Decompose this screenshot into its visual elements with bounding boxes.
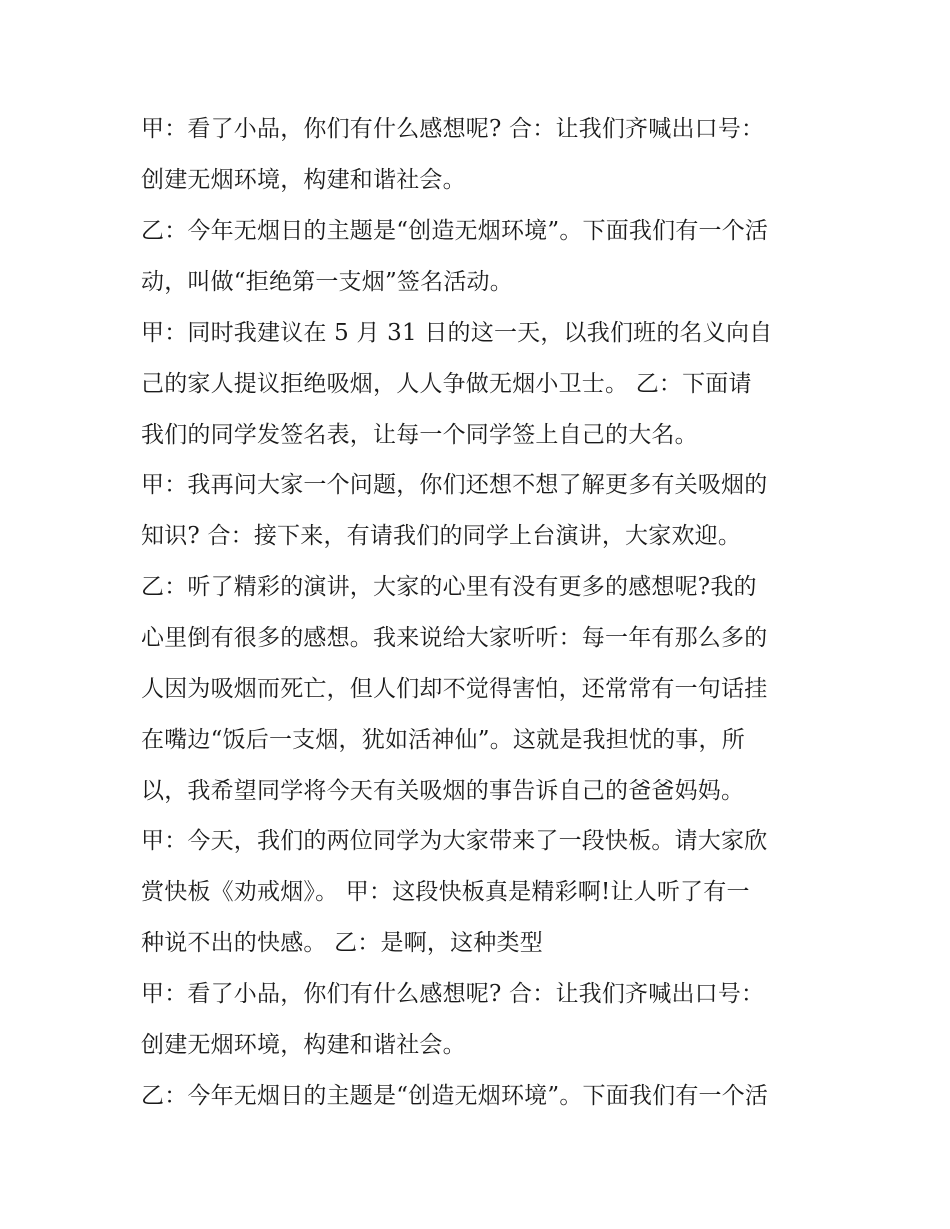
text-line: 我们的同学发签名表，让每一个同学签上自己的大名。 — [141, 422, 698, 448]
text-line: 甲：今天，我们的两位同学为大家带来了一段快板。请大家欣 — [141, 828, 768, 854]
text-line: 甲：看了小品，你们有什么感想呢? 合：让我们齐喊出口号： — [141, 116, 765, 142]
text-line: 在嘴边“饭后一支烟，犹如活神仙”。这就是我担忧的事，所 — [141, 727, 745, 753]
text-line: 创建无烟环境，构建和谐社会。 — [141, 167, 466, 193]
text-line: 种说不出的快感。 乙：是啊，这种类型 — [141, 930, 543, 956]
text-line: 甲：我再问大家一个问题，你们还想不想了解更多有关吸烟的 — [141, 472, 768, 498]
text-line: 赏快板《劝戒烟》。 甲：这段快板真是精彩啊!让人听了有一 — [141, 879, 750, 905]
text-line: 人因为吸烟而死亡，但人们却不觉得害怕，还常常有一句话挂 — [141, 676, 768, 702]
text-line: 以，我希望同学将今天有关吸烟的事告诉自己的爸爸妈妈。 — [141, 778, 745, 804]
text-line: 乙：今年无烟日的主题是“创造无烟环境”。下面我们有一个活 — [141, 1083, 769, 1109]
text-line: 动，叫做“拒绝第一支烟”签名活动。 — [141, 269, 513, 295]
text-line: 己的家人提议拒绝吸烟，人人争做无烟小卫士。 乙：下面请 — [141, 371, 752, 397]
text-line: 乙：今年无烟日的主题是“创造无烟环境”。下面我们有一个活 — [141, 218, 769, 244]
text-line: 创建无烟环境，构建和谐社会。 — [141, 1032, 466, 1058]
text-line: 甲：同时我建议在 5 月 31 日的这一天，以我们班的名义向自 — [141, 320, 773, 346]
text-line: 乙：听了精彩的演讲，大家的心里有没有更多的感想呢?我的 — [141, 574, 757, 600]
text-line: 知识? 合：接下来，有请我们的同学上台演讲，大家欢迎。 — [141, 523, 742, 549]
text-line: 甲：看了小品，你们有什么感想呢? 合：让我们齐喊出口号： — [141, 981, 765, 1007]
text-line: 心里倒有很多的感想。我来说给大家听听：每一年有那么多的 — [141, 625, 768, 651]
